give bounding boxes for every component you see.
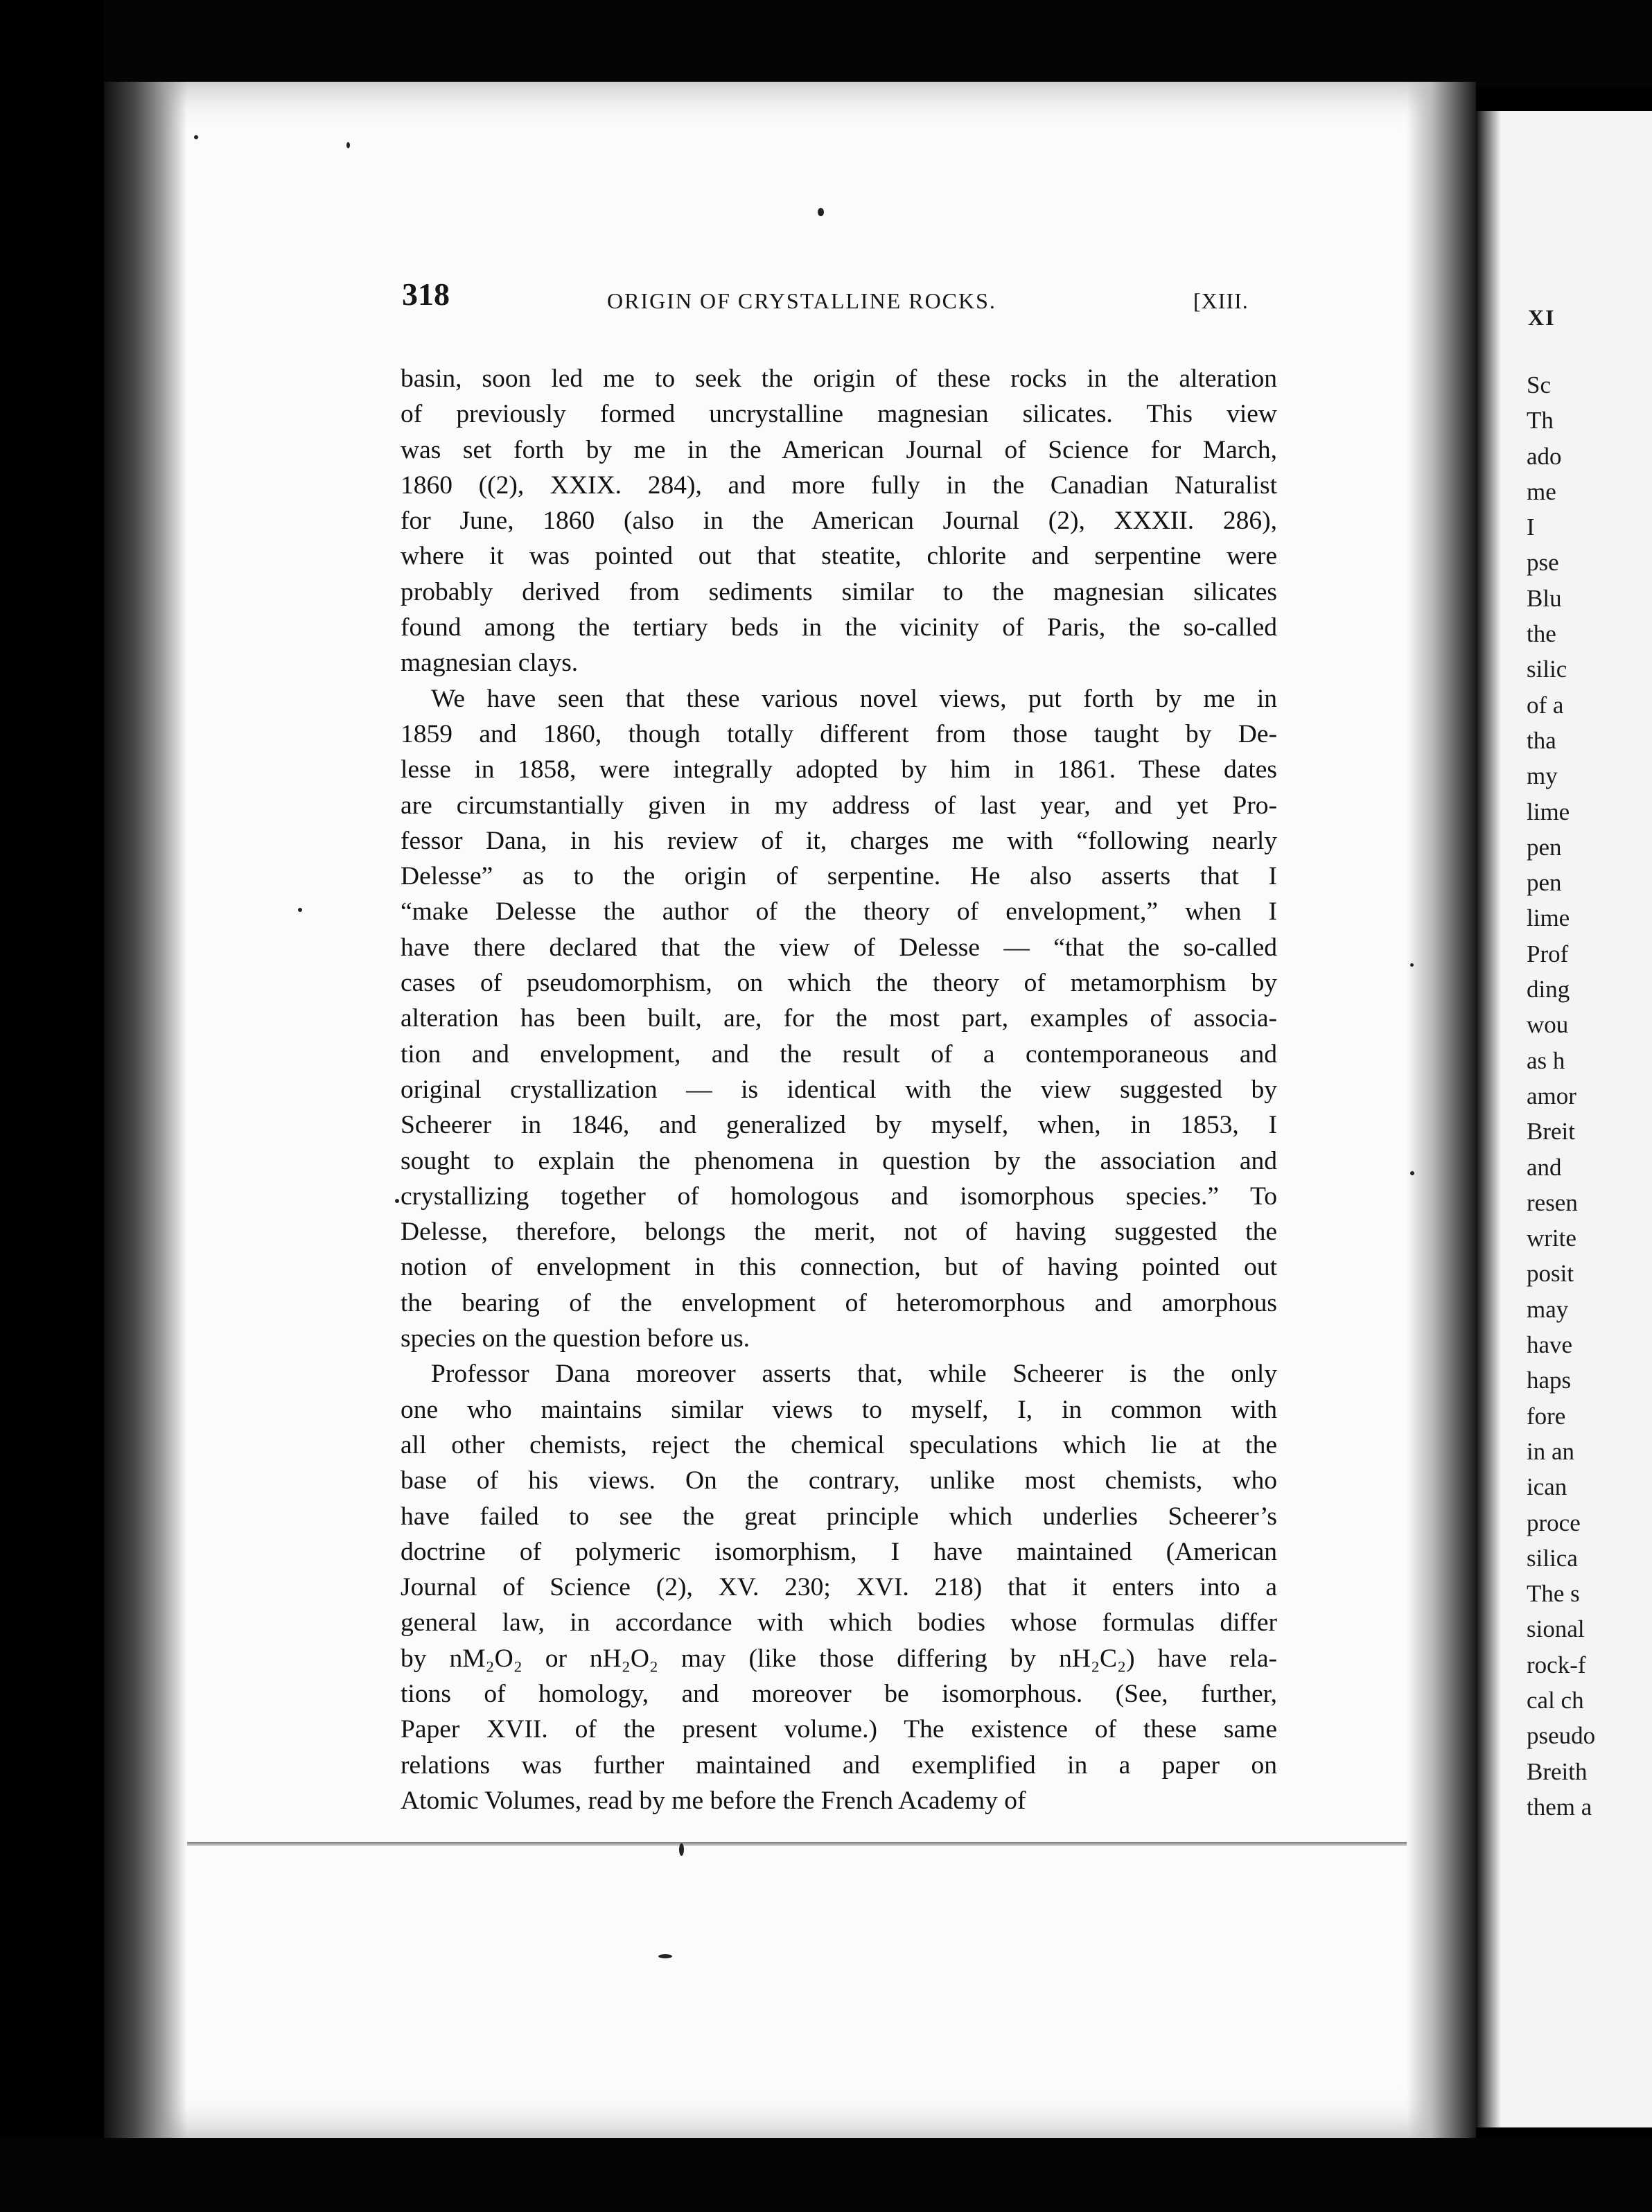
facing-page-line: pen	[1527, 869, 1562, 897]
facing-page-line: my	[1527, 762, 1558, 790]
text-line: base of his views. On the contrary, unlike most chemists, who	[401, 1466, 1277, 1495]
page-header	[402, 276, 1282, 317]
facing-page-line: proce	[1527, 1509, 1581, 1536]
facing-page-line: pse	[1527, 549, 1559, 577]
facing-page-line: of a	[1527, 691, 1564, 719]
facing-page-line: them a	[1527, 1793, 1592, 1820]
text-line: 1860 ((2), XXIX. 284), and more fully in the Canadian Naturalist	[401, 471, 1277, 500]
facing-page-line: Sc	[1527, 371, 1551, 398]
text-line: found among the tertiary beds in the vicinity of Paris, the so-called	[401, 613, 1277, 642]
text-line: Delesse, therefore, belongs the merit, not of having suggested the	[401, 1218, 1277, 1247]
text-line: lesse in 1858, were integrally adopted by him in 1861. These dates	[401, 755, 1277, 784]
page-number: 318	[402, 276, 450, 312]
text-line: the bearing of the envelopment of heteromorphous and amorphous	[401, 1288, 1277, 1317]
facing-page-line: haps	[1527, 1367, 1572, 1394]
scan-bottom-border	[0, 2138, 1652, 2212]
text-line: We have seen that these various novel views, put forth by me in	[431, 684, 1277, 713]
facing-page-line: in an	[1527, 1437, 1575, 1465]
facing-page-line: pen	[1527, 833, 1562, 861]
facing-page-line: resen	[1527, 1188, 1578, 1216]
text-line: basin, soon led me to seek the origin of these rocks in the alteration	[401, 365, 1277, 393]
text-line: “make Delesse the author of the theory of envelopment,” when I	[401, 897, 1277, 927]
text-line: of previously formed uncrystalline magnesian silicates. This view	[401, 400, 1277, 429]
facing-page-line: lime	[1527, 798, 1570, 825]
facing-page-line: lime	[1527, 904, 1570, 932]
facing-page-line: as h	[1527, 1046, 1565, 1074]
facing-page-line: ican	[1527, 1473, 1567, 1501]
text-line: was set forth by me in the American Journal of Science for March,	[401, 435, 1277, 464]
text-line: Delesse” as to the origin of serpentine. He also asserts that I	[401, 862, 1277, 891]
body-text	[401, 361, 1277, 1818]
facing-page-line: tha	[1527, 726, 1556, 754]
facing-page-line: Breit	[1527, 1118, 1575, 1146]
facing-page-line: Breith	[1527, 1757, 1588, 1785]
facing-page-header: XI	[1528, 305, 1556, 330]
text-line: Atomic Volumes, read by me before the French Academy of	[401, 1786, 1026, 1815]
facing-page-line: cal ch	[1527, 1686, 1584, 1714]
facing-page-line: have	[1527, 1331, 1573, 1359]
text-line: tions of homology, and moreover be isomorphous. (See, further,	[401, 1679, 1277, 1708]
chapter-mark: [XIII.	[1193, 288, 1249, 313]
text-line: Paper XVII. of the present volume.) The existence of these same	[401, 1715, 1277, 1744]
facing-page-line: may	[1527, 1295, 1569, 1323]
text-line: magnesian clays.	[401, 649, 579, 678]
facing-page-line: write	[1527, 1224, 1576, 1252]
facing-page-line: I	[1527, 514, 1535, 541]
facing-page-line: The s	[1527, 1580, 1580, 1608]
text-line: one who maintains similar views to myself, I, in common with	[401, 1395, 1277, 1424]
facing-page-shadow	[1476, 111, 1501, 2127]
text-line: cases of pseudomorphism, on which the theory of metamorphism by	[401, 969, 1277, 998]
text-line: original crystallization — is identical with the view suggested by	[401, 1075, 1277, 1104]
facing-page-line: rock-f	[1527, 1651, 1586, 1678]
facing-page-line: Prof	[1527, 940, 1569, 967]
text-line: where it was pointed out that steatite, chlorite and serpentine were	[401, 542, 1277, 571]
text-line: by nM₂O₂ or nH₂O₂ may (like those differing by nH₂C₂) have rela-	[401, 1644, 1277, 1673]
text-line: doctrine of polymeric isomorphism, I have maintained (American	[401, 1537, 1277, 1566]
page-gutter-shadow	[1407, 82, 1476, 2139]
facing-page-line: me	[1527, 477, 1556, 505]
page-edge-shadow	[104, 82, 187, 2139]
text-line: tion and envelopment, and the result of a contemporaneous and	[401, 1039, 1277, 1069]
text-line: sought to explain the phenomena in question by the association and	[401, 1146, 1277, 1175]
text-line: Scheerer in 1846, and generalized by myself, when, in 1853, I	[401, 1111, 1277, 1140]
text-line: crystallizing together of homologous and isomorphous species.” To	[401, 1182, 1277, 1211]
facing-page-line: pseudo	[1527, 1722, 1596, 1750]
scan-top-border	[0, 0, 1652, 87]
facing-page-line: wou	[1527, 1011, 1569, 1039]
facing-page-line: Th	[1527, 407, 1554, 434]
text-line: notion of envelopment in this connection, but of having pointed out	[401, 1253, 1277, 1282]
scan-left-border	[0, 0, 104, 2212]
text-line: Professor Dana moreover asserts that, while Scheerer is the only	[431, 1360, 1277, 1389]
facing-page-line: and	[1527, 1153, 1562, 1181]
facing-page-line: the	[1527, 620, 1556, 648]
text-line: fessor Dana, in his review of it, charges me with “following nearly	[401, 826, 1277, 855]
facing-page-line: sional	[1527, 1615, 1585, 1643]
text-line: probably derived from sediments similar to the magnesian silicates	[401, 577, 1277, 606]
facing-page-line: Blu	[1527, 584, 1562, 612]
text-line: 1859 and 1860, though totally different from those taught by De-	[401, 719, 1277, 748]
text-line: have there declared that the view of Delesse — “that the so-called	[401, 933, 1277, 962]
text-line: species on the question before us.	[401, 1324, 750, 1353]
text-line: have failed to see the great principle which underlies Scheerer’s	[401, 1502, 1277, 1531]
text-line: general law, in accordance with which bodies whose formulas differ	[401, 1608, 1277, 1638]
facing-page-text	[1527, 367, 1652, 1825]
page-fold-line	[187, 1842, 1407, 1846]
facing-page-line: posit	[1527, 1260, 1574, 1288]
text-line: for June, 1860 (also in the American Journal (2), XXXII. 286),	[401, 507, 1277, 536]
facing-page-line: amor	[1527, 1082, 1576, 1109]
text-line: all other chemists, reject the chemical speculations which lie at the	[401, 1430, 1277, 1459]
facing-page-line: ding	[1527, 976, 1570, 1003]
running-title: ORIGIN OF CRYSTALLINE ROCKS.	[607, 288, 996, 313]
text-line: alteration has been built, are, for the most part, examples of associa-	[401, 1004, 1277, 1033]
text-line: Journal of Science (2), XV. 230; XVI. 218) that it enters into a	[401, 1573, 1277, 1602]
facing-page-line: silic	[1527, 656, 1567, 683]
facing-page-line: ado	[1527, 442, 1562, 470]
facing-page-line: fore	[1527, 1402, 1566, 1430]
facing-page-line: silica	[1527, 1544, 1578, 1572]
text-line: relations was further maintained and exemplified in a paper on	[401, 1750, 1277, 1780]
text-line: are circumstantially given in my address of last year, and yet Pro-	[401, 791, 1277, 820]
